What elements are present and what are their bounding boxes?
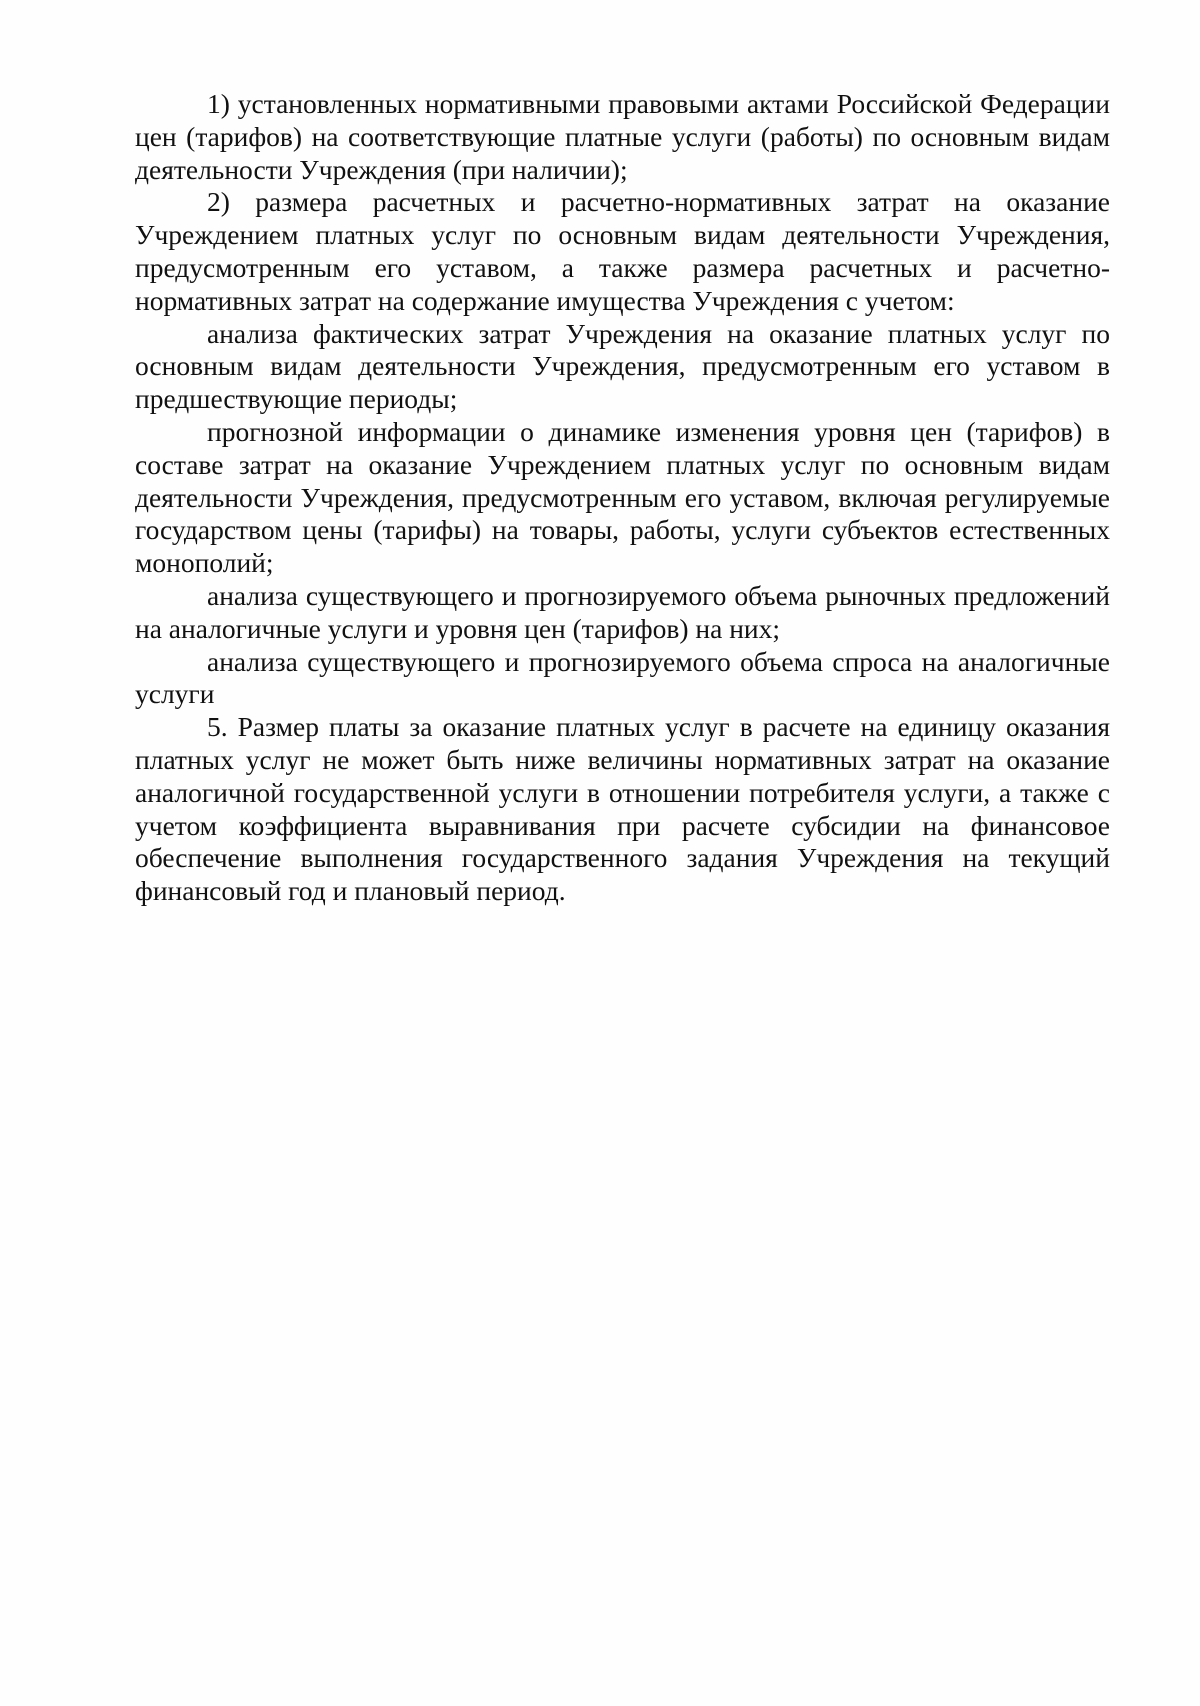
paragraph-price-forecast: прогнозной информации о динамике изменения уровня цен (тарифов) в составе затрат на оказание Учреждением платных услуг по основным видам деятельности Учреждения, предусмотренным его уставом, включая регулируемые государством цены (тарифы) на товары, работы, услуги субъектов естественных монополий; (135, 415, 1110, 579)
paragraph-actual-costs-analysis: анализа фактических затрат Учреждения на оказание платных услуг по основным видам деятельности Учреждения, предусмотренным его уставом в предшествующие периоды; (135, 317, 1110, 415)
document-body (135, 88, 1110, 908)
paragraph-item-1-prices: 1) установленных нормативными правовыми актами Российской Федерации цен (тарифов) на соответствующие платные услуги (работы) по основным видам деятельности Учреждения (при наличии); (135, 88, 1110, 185)
paragraph-market-supply-analysis: анализа существующего и прогнозируемого объема рыночных предложений на аналогичные услуги и уровня цен (тарифов) на них; (135, 579, 1110, 644)
paragraph-item-2-costs: 2) размера расчетных и расчетно-нормативных затрат на оказание Учреждением платных услуг по основным видам деятельности Учреждения, предусмотренным его уставом, а также размера расчетных и расчетно-нормативных затрат на содержание имущества Учреждения с учетом: (135, 186, 1110, 316)
paragraph-section-5-fee-size: 5. Размер платы за оказание платных услуг в расчете на единицу оказания платных услуг не может быть ниже величины нормативных затрат на оказание аналогичной государственной услуги в отношении потребителя услуги, а также с учетом коэффициента выравнивания при расчете субсидии на финансовое обеспечение выполнения государственного задания Учреждения на текущий финансовый год и плановый период. (135, 711, 1110, 907)
paragraph-demand-analysis: анализа существующего и прогнозируемого объема спроса на аналогичные услуги (135, 645, 1110, 710)
